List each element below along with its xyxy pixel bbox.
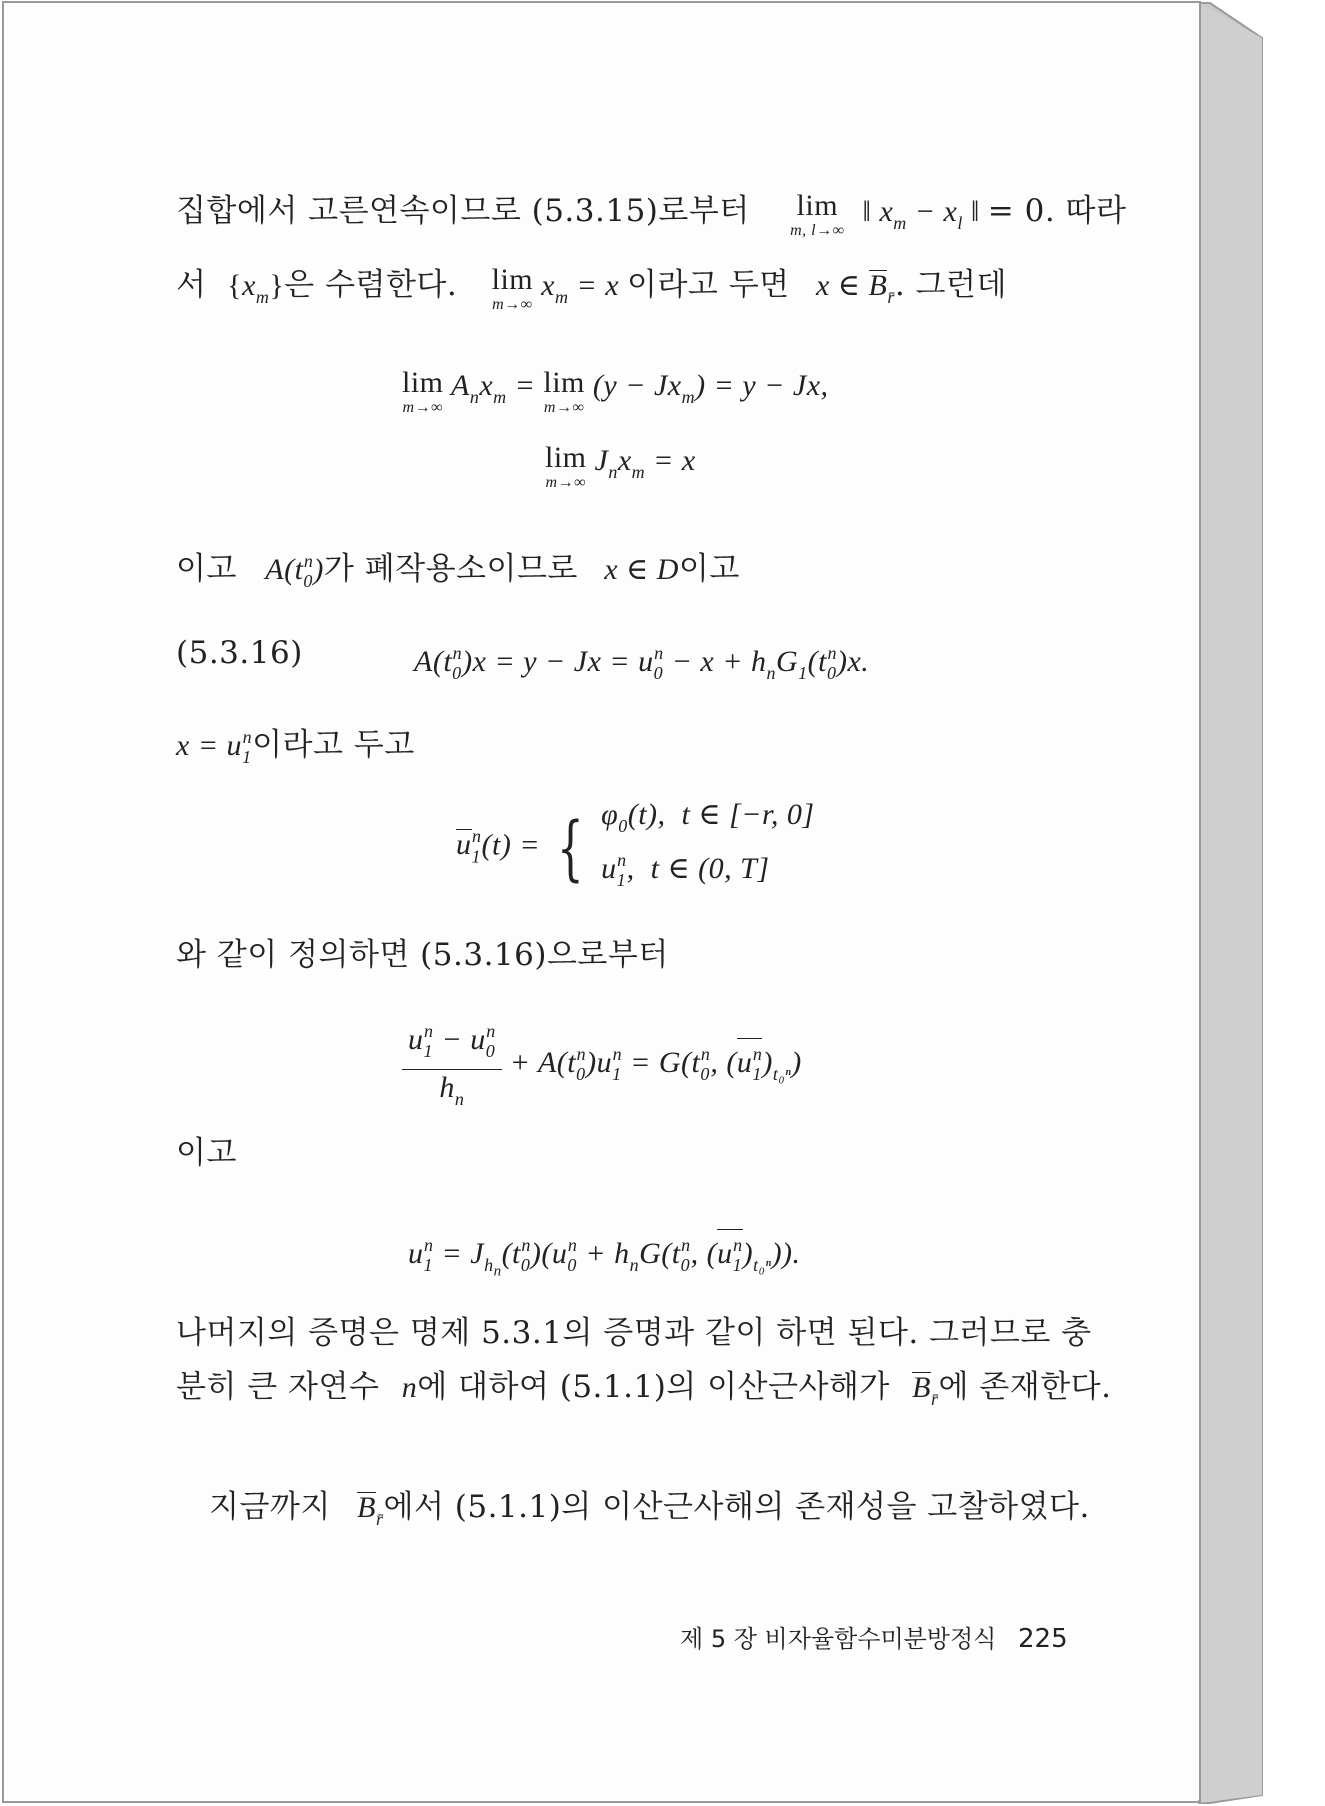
running-footer xyxy=(680,1619,1068,1654)
lim-subscript: m→∞ xyxy=(492,296,533,313)
paragraph-line-4: $x = u_1^n$이라고 두고 xyxy=(176,727,415,767)
display-equation-fraction: $\frac{u_1^n - u_0^n}{h_n}$ + $A(t_0^n)u_1^n = G(t_0^n$, $(u_1^n)_{t_0^n}$) xyxy=(402,1013,802,1117)
text-span: 이라고 두면 xyxy=(627,267,790,303)
text-span: 와 같이 정의하면 (5.3.16)으로부터 xyxy=(176,937,669,973)
numbered-equation-5-3-16 xyxy=(176,633,303,673)
display-equation-2: lim m→∞ $J_nx_m = x$ xyxy=(545,441,696,491)
paragraph-line-7a xyxy=(176,1313,1092,1353)
equation-5-3-16-body: $A(t_0^n)x = y - Jx = u_0^n - x + h_nG_1(t_0^n)x$. xyxy=(414,643,870,683)
page-content xyxy=(4,3,1199,1800)
text-span: 에서 (5.1.1)의 이산근사해의 존재성을 고찰하였다. xyxy=(383,1489,1090,1525)
lim-operator: lim xyxy=(545,441,587,474)
paragraph-line-8: 지금까지 $B_{r̄}$에서 (5.1.1)의 이산근사해의 존재성을 고찰하였다. xyxy=(209,1489,1090,1529)
equation-label: (5.3.16) xyxy=(176,635,303,671)
text-span: 나머지의 증명은 명제 5.3.1의 증명과 같이 하면 된다. 그러므로 충 xyxy=(176,1315,1092,1351)
paragraph-line-7b: 분히 큰 자연수 n에 대하여 (5.1.1)의 이산근사해가 $B_{r̄}$에 존재한다. xyxy=(176,1369,1112,1409)
paragraph-line-3: 이고 $A(t_0^n)$가 폐작용소이므로 x ∈ D이고 xyxy=(176,551,740,591)
text-span: 에 존재한다. xyxy=(938,1369,1112,1405)
paragraph-line-2: 서 $\{x_m\}$은 수렴한다. lim m→∞ $x_m = x$ 이라고 두면 x ∈ $B_{r̄}$. 그런데 xyxy=(176,263,1007,313)
lim-operator: lim xyxy=(543,366,585,399)
piecewise-definition: $u_1^n(t)$ = { $\varphi_0(t)$, t ∈ [−r, 0] $u_1^n$, t ∈ (0, T] xyxy=(456,798,815,890)
lim-operator: lim xyxy=(402,366,444,399)
paragraph-line-6 xyxy=(176,1133,237,1173)
text-span: 집합에서 고른연속이므로 (5.3.15)로부터 xyxy=(176,193,750,229)
text-span: 가 폐작용소이므로 xyxy=(323,551,578,587)
text-span: 이고 xyxy=(176,1135,237,1171)
text-span: 지금까지 xyxy=(209,1489,331,1525)
page-number: 225 xyxy=(1018,1624,1068,1654)
paragraph-line-5 xyxy=(176,935,669,975)
text-span: 에 대하여 (5.1.1)의 이산근사해가 xyxy=(417,1369,890,1405)
chapter-title: 제 5 장 비자율함수미분방정식 xyxy=(680,1625,997,1653)
text-span: 이고 xyxy=(176,551,237,587)
text-span: . 그런데 xyxy=(894,267,1007,303)
text-span: 이라고 두고 xyxy=(252,727,415,763)
display-equation-1: lim m→∞ $A_nx_m$ = lim m→∞ $(y - Jx_m) = y - Jx$, xyxy=(402,366,829,416)
text-span: 이고 xyxy=(678,551,740,587)
lim-operator: lim xyxy=(796,189,839,222)
display-equation-resolvent: $u_1^n = J_{h_n}(t_0^n)(u_0^n + h_nG(t_0^n$, $(u_1^n)_{t_0^n}$)). xyxy=(408,1225,801,1292)
lim-operator: lim xyxy=(491,263,534,296)
text-span: 분히 큰 자연수 xyxy=(176,1369,380,1405)
text-span: = 0. 따라 xyxy=(987,193,1127,229)
lim-subscript: m, l→∞ xyxy=(790,222,845,239)
paragraph-line-1: 집합에서 고른연속이므로 (5.3.15)로부터 lim m, l→∞ ‖ $x_m - x_l$ ‖ = 0. 따라 xyxy=(176,189,1127,239)
